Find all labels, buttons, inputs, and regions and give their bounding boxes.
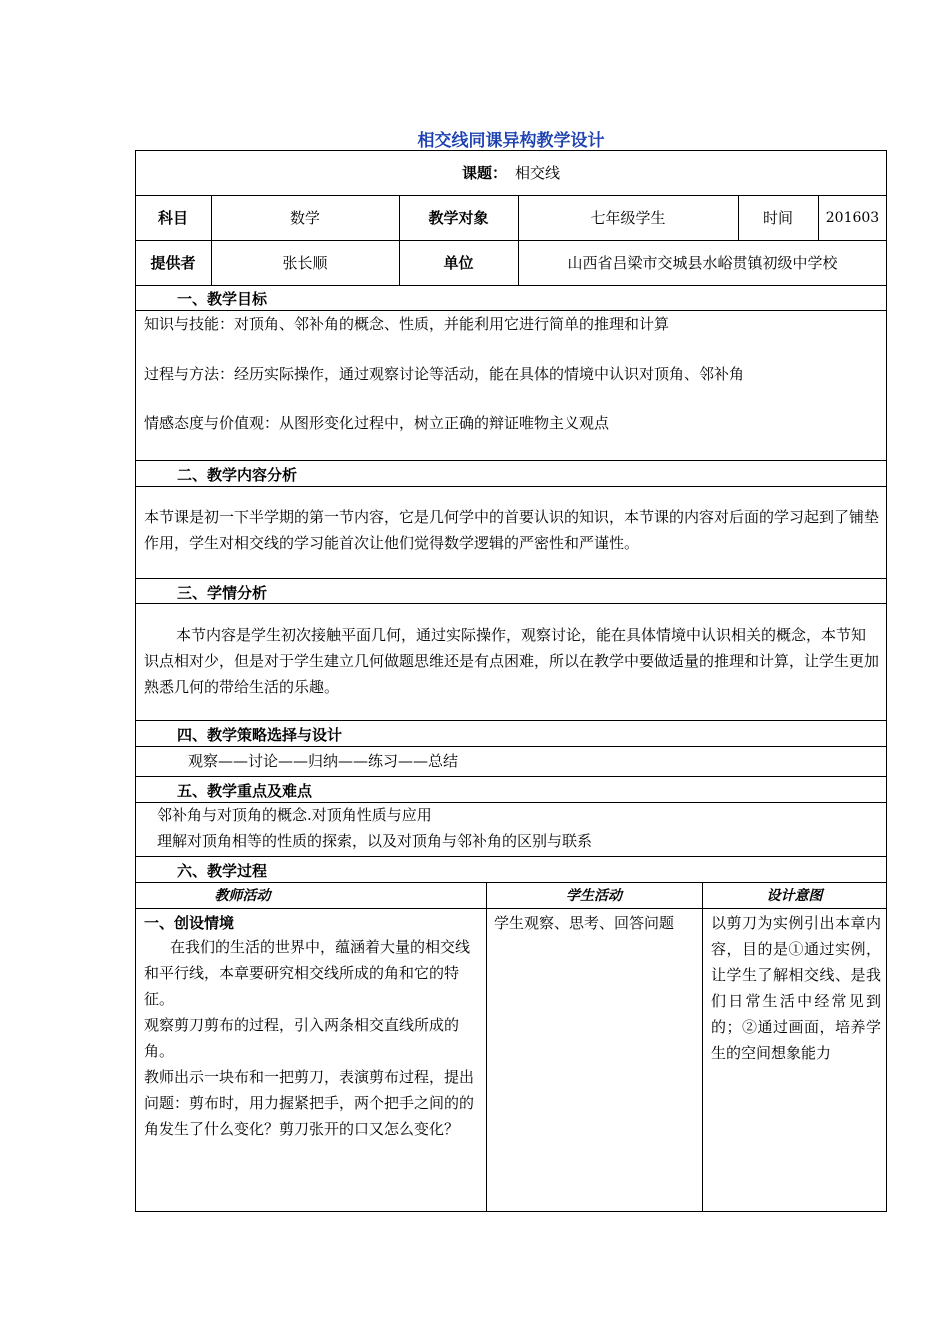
time-label: 时间 <box>762 209 793 227</box>
strategy-text: 观察——讨论——归纳——练习——总结 <box>188 752 459 770</box>
section-heading-content-analysis: 二、教学内容分析 <box>177 466 298 484</box>
teacher-activity-para-2: 观察剪刀剪布的过程，引入两条相交直线所成的角。 <box>144 1016 460 1060</box>
content-analysis-text: 本节课是初一下半学期的第一节内容，它是几何学中的首要认识的知识，本节课的内容对后面的学习起到了铺垫作用，学生对相交线的学习能首次让他们觉得数学逻辑的严密性和严谨性。 <box>144 508 880 552</box>
design-intent-text: 以剪刀为实例引出本章内容，目的是①通过实例，让学生了解相交线、是我们日常生活中经常见到的；②通过画面，培养学生的空间想象能力 <box>711 914 881 1062</box>
section-heading-key-points: 五、教学重点及难点 <box>177 782 313 800</box>
objective-attitude: 情感态度与价值观：从图形变化过程中，树立正确的辩证唯物主义观点 <box>144 414 610 432</box>
column-student-activity: 学生活动 <box>566 888 622 904</box>
objective-process: 过程与方法：经历实际操作，通过观察讨论等活动，能在具体的情境中认识对顶角、邻补角 <box>144 365 745 383</box>
time-value: 201603 <box>825 209 880 226</box>
section-heading-process: 六、教学过程 <box>177 862 268 880</box>
provider-value: 张长顺 <box>282 254 328 272</box>
audience-label: 教学对象 <box>428 209 489 227</box>
topic-label: 课题： <box>461 164 507 182</box>
section-heading-objectives: 一、教学目标 <box>177 290 268 308</box>
audience-value: 七年级学生 <box>590 209 666 227</box>
student-activity-text: 学生观察、思考、回答问题 <box>494 914 675 932</box>
topic-row <box>135 150 887 195</box>
learner-analysis-text: 本节内容是学生初次接触平面几何，通过实际操作，观察讨论，能在具体情境中认识相关的概念，本节知识点相对少，但是对于学生建立几何做题思维还是有点困难，所以在教学中要做适量的推理和计算，让学生更加熟悉几何的带给生活的乐趣。 <box>144 626 880 696</box>
section-heading-strategy: 四、教学策略选择与设计 <box>177 726 343 744</box>
teacher-activity-para-1: 在我们的生活的世界中，蕴涵着大量的相交线和平行线，本章要研究相交线所成的角和它的特征。 <box>144 938 471 1008</box>
subject-label: 科目 <box>157 209 188 227</box>
subject-value: 数学 <box>289 209 320 227</box>
column-teacher-activity: 教师活动 <box>214 888 271 904</box>
section-heading-learner-analysis: 三、学情分析 <box>177 584 268 602</box>
key-point-2: 理解对顶角相等的性质的探索，以及对顶角与邻补角的区别与联系 <box>157 832 593 850</box>
column-design-intent: 设计意图 <box>766 888 823 904</box>
topic-value: 相交线 <box>515 164 561 182</box>
unit-label: 单位 <box>443 254 474 272</box>
document-title: 相交线同课异构教学设计 <box>417 131 605 151</box>
unit-value: 山西省吕梁市交城县水峪贯镇初级中学校 <box>567 254 838 272</box>
objective-knowledge: 知识与技能：对顶角、邻补角的概念、性质，并能利用它进行简单的推理和计算 <box>144 315 670 333</box>
key-point-1: 邻补角与对顶角的概念.对顶角性质与应用 <box>157 806 432 824</box>
provider-label: 提供者 <box>150 254 196 272</box>
teacher-activity-para-3: 教师出示一块布和一把剪刀，表演剪布过程，提出问题：剪布时，用力握紧把手，两个把手之间的的角发生了什么变化？剪刀张开的口又怎么变化？ <box>144 1068 475 1138</box>
teacher-activity-heading: 一、创设情境 <box>144 914 235 932</box>
